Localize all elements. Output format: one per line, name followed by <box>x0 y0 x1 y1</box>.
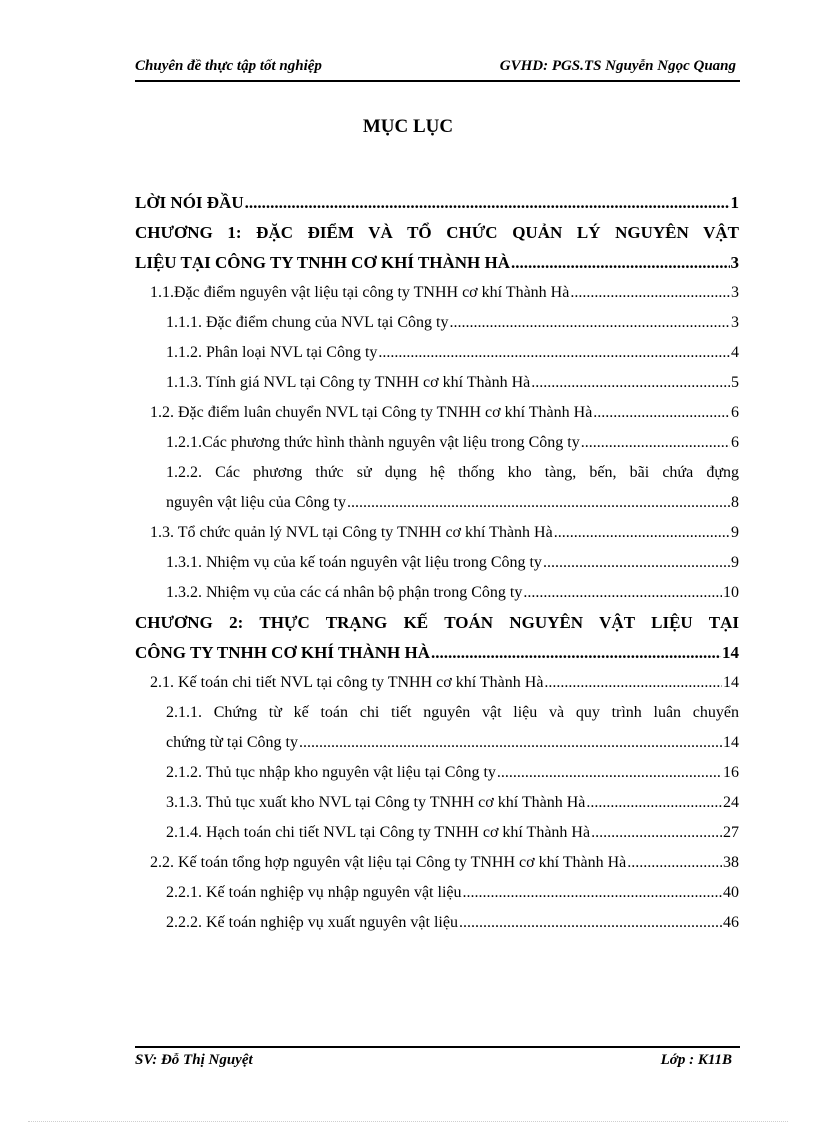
toc-entry-text: nguyên vật liệu của Công ty <box>166 494 346 511</box>
toc-entry-1-3[interactable] <box>135 518 739 548</box>
toc-page-number: 40 <box>723 884 739 901</box>
toc-entry-text: 2.2. Kế toán tổng hợp nguyên vật liệu tại Công ty TNHH cơ khí Thành Hà <box>150 854 627 871</box>
toc-entry-text: 2.1. Kế toán chi tiết NVL tại công ty TNHH cơ khí Thành Hà <box>150 674 544 691</box>
page-bottom-edge <box>28 1121 788 1122</box>
leader-dots <box>586 788 722 818</box>
toc-entry-text: LIỆU TẠI CÔNG TY TNHH CƠ KHÍ THÀNH HÀ <box>135 253 511 272</box>
leader-dots <box>554 518 730 548</box>
leader-dots <box>347 488 730 518</box>
toc-entry-text-line1: CHƯƠNG 1: ĐẶC ĐIỂM VÀ TỔ CHỨC QUẢN LÝ NGUYÊN VẬT <box>135 223 739 242</box>
toc-page-number: 6 <box>731 404 739 421</box>
leader-dots <box>591 818 722 848</box>
page-footer <box>135 1046 740 1070</box>
toc-entry-text: 3.1.3. Thủ tục xuất kho NVL tại Công ty TNHH cơ khí Thành Hà <box>166 794 586 811</box>
leader-dots <box>459 908 722 938</box>
toc-entry-3-1-3[interactable] <box>135 788 739 818</box>
toc-entry-text: 1.3.1. Nhiệm vụ của kế toán nguyên vật liệu trong Công ty <box>166 554 542 571</box>
leader-dots <box>299 728 722 758</box>
toc-page-number: 24 <box>723 794 739 811</box>
toc-entry-2-1-4[interactable] <box>135 818 739 848</box>
leader-dots <box>544 668 722 698</box>
toc-page-number: 3 <box>731 314 739 331</box>
leader-dots <box>627 848 722 878</box>
header-course-title: Chuyên đề thực tập tốt nghiệp <box>135 58 322 74</box>
footer-student-name: SV: Đỗ Thị Nguyệt <box>135 1052 253 1068</box>
toc-entry-2-2-2[interactable] <box>135 908 739 938</box>
toc-page-number: 14 <box>722 643 739 662</box>
leader-dots <box>378 338 730 368</box>
toc-page-number: 14 <box>723 674 739 691</box>
toc-page-number: 14 <box>723 734 739 751</box>
toc-page-number: 38 <box>723 854 739 871</box>
toc-entry-2-1[interactable] <box>135 668 739 698</box>
toc-page-number: 3 <box>731 284 739 301</box>
leader-dots <box>449 308 730 338</box>
toc-entry-1-3-1[interactable] <box>135 548 739 578</box>
toc-page-number: 6 <box>731 434 739 451</box>
toc-page-number: 5 <box>731 374 739 391</box>
toc-entry-text: 1.2.1.Các phương thức hình thành nguyên vật liệu trong Công ty <box>166 434 580 451</box>
toc-page-number: 16 <box>723 764 739 781</box>
toc-entry-text: 1.2. Đặc điểm luân chuyển NVL tại Công ty TNHH cơ khí Thành Hà <box>150 404 593 421</box>
toc-entry-1-1-2[interactable] <box>135 338 739 368</box>
toc-entry-1-2[interactable] <box>135 398 739 428</box>
leader-dots <box>531 368 730 398</box>
leader-dots <box>511 248 729 278</box>
toc-entry-1-1-3[interactable] <box>135 368 739 398</box>
toc-entry-2-1-1[interactable] <box>135 698 739 758</box>
toc-entry-1-2-1[interactable] <box>135 428 739 458</box>
toc-page-number: 9 <box>731 554 739 571</box>
toc-page-number: 3 <box>730 253 739 272</box>
toc-entry-1-2-2[interactable] <box>135 458 739 518</box>
toc-page-number: 9 <box>731 524 739 541</box>
toc-entry-chapter-1[interactable] <box>135 218 739 278</box>
header-supervisor: GVHD: PGS.TS Nguyễn Ngọc Quang <box>499 58 736 74</box>
toc-entry-text: 2.1.4. Hạch toán chi tiết NVL tại Công ty TNHH cơ khí Thành Hà <box>166 824 591 841</box>
toc-entry-text: 1.3.2. Nhiệm vụ của các cá nhân bộ phận trong Công ty <box>166 584 523 601</box>
leader-dots <box>593 398 730 428</box>
leader-dots <box>570 278 730 308</box>
leader-dots <box>523 578 722 608</box>
leader-dots <box>497 758 722 788</box>
toc-entry-text: 1.1.3. Tính giá NVL tại Công ty TNHH cơ khí Thành Hà <box>166 374 531 391</box>
page-title: MỤC LỤC <box>362 116 454 137</box>
toc-entry-text: CÔNG TY TNHH CƠ KHÍ THÀNH HÀ <box>135 643 431 662</box>
table-of-contents <box>135 188 739 938</box>
toc-page-number: 8 <box>731 494 739 511</box>
toc-entry-text: LỜI NÓI ĐẦU <box>135 193 244 212</box>
toc-entry-text: 1.1.1. Đặc điểm chung của NVL tại Công ty <box>166 314 449 331</box>
toc-entry-chapter-2[interactable] <box>135 608 739 668</box>
toc-entry-text-line1: 1.2.2. Các phương thức sử dụng hệ thống kho tàng, bến, bãi chứa đựng <box>166 464 739 481</box>
toc-entry-1-1-1[interactable] <box>135 308 739 338</box>
toc-entry-text: 2.2.1. Kế toán nghiệp vụ nhập nguyên vật liệu <box>166 884 462 901</box>
toc-page-number: 1 <box>730 193 739 212</box>
toc-entry-2-2[interactable] <box>135 848 739 878</box>
toc-entry-text: 1.1.2. Phân loại NVL tại Công ty <box>166 344 378 361</box>
page-header <box>135 56 740 82</box>
toc-entry-text-line1: CHƯƠNG 2: THỰC TRẠNG KẾ TOÁN NGUYÊN VẬT LIỆU TẠI <box>135 613 739 632</box>
leader-dots <box>581 428 730 458</box>
toc-entry-text: 2.1.2. Thủ tục nhập kho nguyên vật liệu tại Công ty <box>166 764 496 781</box>
toc-page-number: 10 <box>723 584 739 601</box>
toc-entry-text: 1.1.Đặc điểm nguyên vật liệu tại công ty TNHH cơ khí Thành Hà <box>150 284 570 301</box>
toc-entry-preface[interactable] <box>135 188 739 218</box>
footer-class: Lớp : K11B <box>660 1052 732 1068</box>
toc-entry-text: 1.3. Tổ chức quản lý NVL tại Công ty TNHH cơ khí Thành Hà <box>150 524 553 541</box>
toc-page-number: 46 <box>723 914 739 931</box>
leader-dots <box>245 188 730 218</box>
toc-entry-2-1-2[interactable] <box>135 758 739 788</box>
toc-entry-text-line1: 2.1.1. Chứng từ kế toán chi tiết nguyên vật liệu và quy trình luân chuyển <box>166 704 739 721</box>
toc-page-number: 4 <box>731 344 739 361</box>
toc-entry-1-1[interactable] <box>135 278 739 308</box>
leader-dots <box>463 878 723 908</box>
toc-entry-text: 2.2.2. Kế toán nghiệp vụ xuất nguyên vật liệu <box>166 914 458 931</box>
toc-entry-1-3-2[interactable] <box>135 578 739 608</box>
toc-entry-text: chứng từ tại Công ty <box>166 734 298 751</box>
leader-dots <box>543 548 730 578</box>
toc-page-number: 27 <box>723 824 739 841</box>
leader-dots <box>431 638 721 668</box>
toc-entry-2-2-1[interactable] <box>135 878 739 908</box>
